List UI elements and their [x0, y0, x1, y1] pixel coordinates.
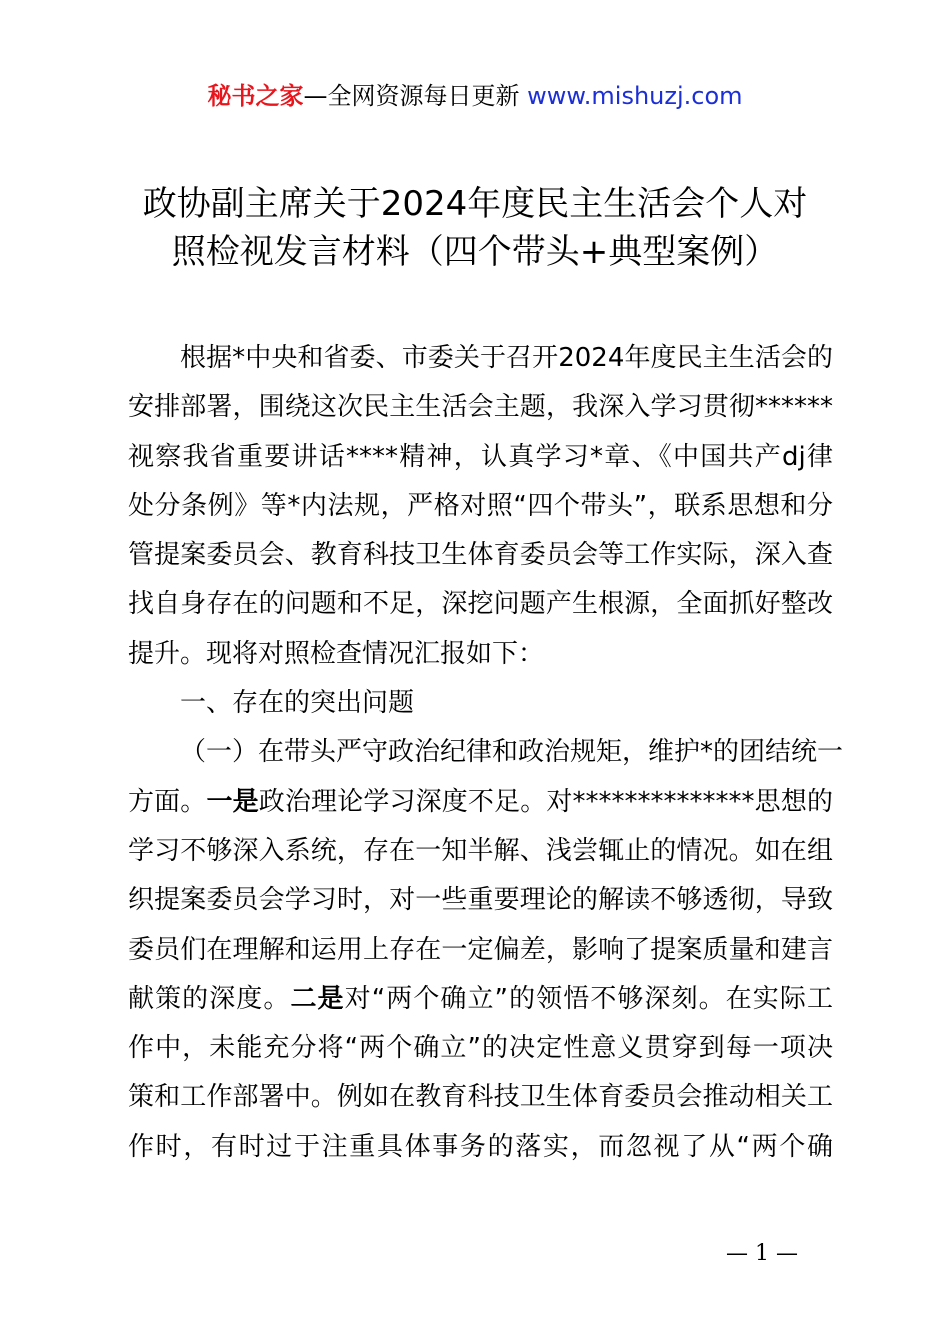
paragraph-line: 委员们在理解和运用上存在一定偏差，影响了提案质量和建言	[128, 934, 833, 965]
paragraph-line: 提升。现将对照检查情况汇报如下：	[128, 638, 545, 669]
paragraph-line: 找自身存在的问题和不足，深挖问题产生根源，全面抓好整改	[128, 589, 833, 620]
title-line-2: 照检视发言材料（四个带头+典型案例）	[171, 232, 779, 272]
paragraph-line: 安排部署，围绕这次民主生活会主题，我深入学习贯彻******	[128, 392, 833, 423]
paragraph-line	[128, 778, 833, 827]
paragraph-line: 管提案委员会、教育科技卫生体育委员会等工作实际，深入查	[128, 540, 833, 571]
text-run: 政治理论学习深度不足。对**************思想的	[258, 786, 833, 817]
title-line-1: 政协副主席关于2024年度民主生活会个人对	[142, 184, 808, 224]
text-run: 献策的深度。	[128, 983, 291, 1014]
document-title	[0, 180, 950, 276]
subsection-heading: （一）在带头严守政治纪律和政治规矩，维护*的团结统一	[180, 737, 844, 768]
text-run: 方面。	[128, 786, 207, 817]
page-number: — 1 —	[726, 1241, 798, 1266]
section-heading: 一、存在的突出问题	[180, 688, 415, 719]
paragraph-line: 学习不够深入系统，存在一知半解、浅尝辄止的情况。如在组	[128, 835, 833, 866]
paragraph-line: 根据*中央和省委、市委关于召开2024年度民主生活会的	[180, 343, 833, 373]
paragraph-line: 作中，未能充分将“两个确立”的决定性意义贯穿到每一项决	[128, 1033, 833, 1064]
paragraph-line: 织提案委员会学习时，对一些重要理论的解读不够透彻，导致	[128, 885, 833, 916]
bold-marker: 一是	[206, 786, 259, 817]
paragraph-line: 处分条例》等*内法规，严格对照“四个带头”，联系思想和分	[128, 490, 833, 521]
site-url-link[interactable]: www.mishuzj.com	[527, 82, 743, 110]
site-header	[0, 80, 950, 112]
paragraph-line: 视察我省重要讲话****精神，认真学习*章、《中国共产dj律	[128, 441, 833, 472]
paragraph-line: 作时，有时过于注重具体事务的落实，而忽视了从“两个确	[128, 1131, 833, 1162]
paragraph-line	[128, 975, 833, 1024]
paragraph-line: 策和工作部署中。例如在教育科技卫生体育委员会推动相关工	[128, 1082, 833, 1113]
brand-name: 秘书之家	[207, 82, 304, 110]
header-slogan: —全网资源每日更新	[303, 82, 528, 110]
bold-marker: 二是	[290, 983, 345, 1014]
document-body	[128, 334, 844, 1172]
text-run: 对“两个确立”的领悟不够深刻。在实际工	[344, 983, 833, 1014]
